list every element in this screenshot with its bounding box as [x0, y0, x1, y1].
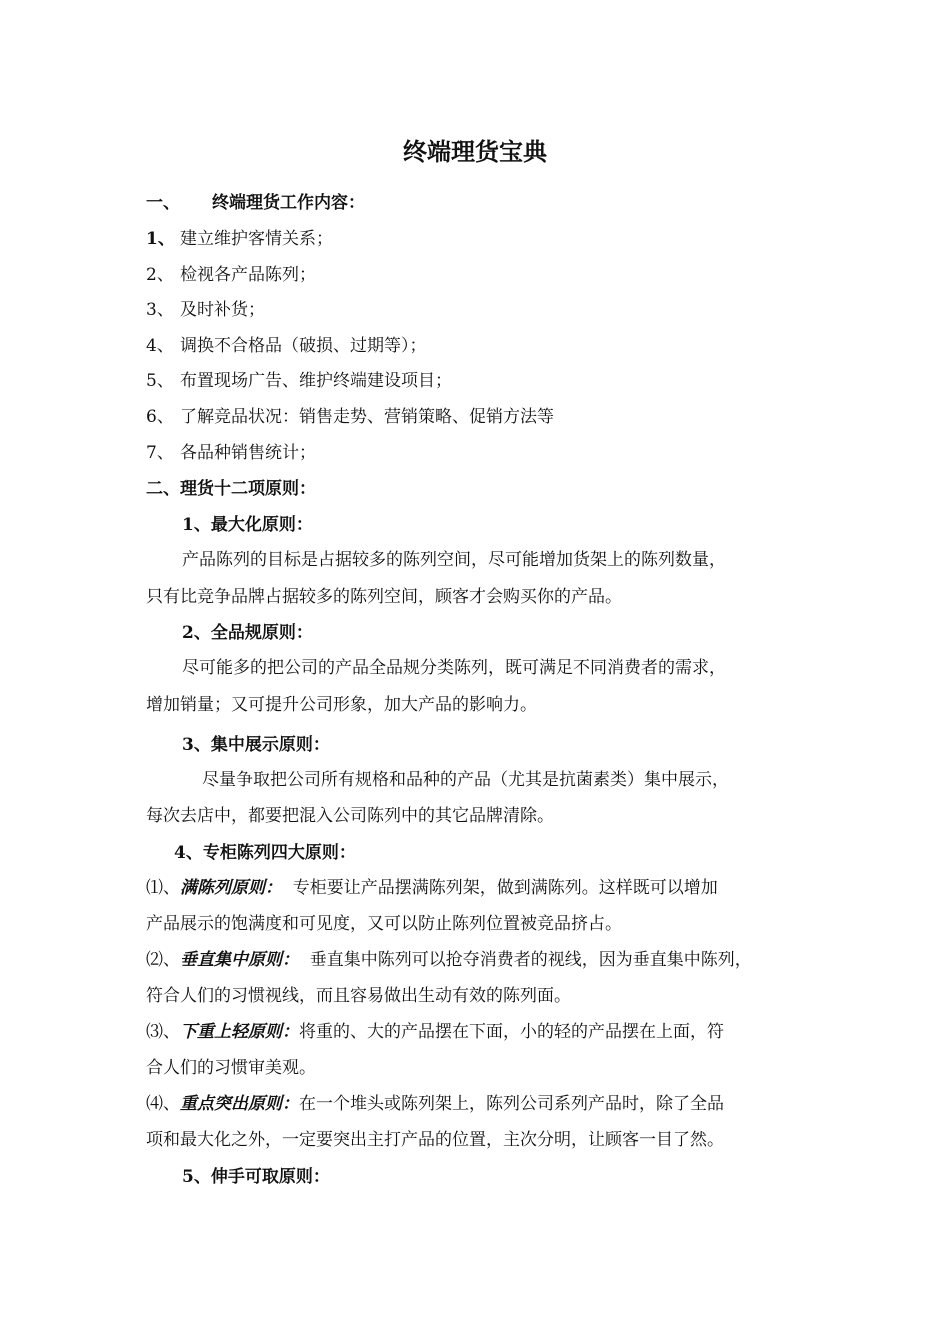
rule-text: 将重的、大的产品摆在下面，小的轻的产品摆在上面，符 [299, 1022, 724, 1042]
list-item-text: 各品种销售统计； [180, 443, 316, 463]
list-item-number: 5、 [146, 371, 174, 391]
list-item-number: 7、 [146, 443, 174, 463]
section2-heading: 二、理货十二项原则： [146, 479, 316, 499]
rule-text-continued: 产品展示的饱满度和可见度，又可以防止陈列位置被竞品挤占。 [146, 914, 622, 934]
list-item [146, 227, 826, 251]
list-item-text: 了解竞品状况：销售走势、营销策略、促销方法等 [180, 407, 554, 427]
list-item [146, 441, 826, 465]
principle3-heading: 3、集中展示原则： [182, 735, 330, 755]
principle1-heading: 1、最大化原则： [182, 515, 313, 535]
rule-text: 在一个堆头或陈列架上，陈列公司系列产品时，除了全品 [299, 1094, 724, 1114]
rule-text-continued: 合人们的习惯审美观。 [146, 1058, 316, 1078]
rule-item [146, 1020, 826, 1044]
list-item [146, 334, 826, 358]
document-title: 终端理货宝典 [403, 137, 547, 166]
list-item-number: 1、 [146, 229, 175, 249]
rule-item [146, 1092, 826, 1116]
list-item-text: 调换不合格品（破损、过期等）； [180, 336, 427, 356]
list-item-number: 3、 [146, 300, 174, 320]
rule-name: 满陈列原则： [180, 878, 282, 898]
list-item-number: 4、 [146, 336, 174, 356]
rule-text-continued: 符合人们的习惯视线，而且容易做出生动有效的陈列面。 [146, 986, 571, 1006]
principle2-text-line2: 增加销量；又可提升公司形象，加大产品的影响力。 [146, 695, 537, 715]
rule-text: 专柜要让产品摆满陈列架，做到满陈列。这样既可以增加 [282, 878, 718, 898]
list-item-text: 及时补货； [180, 300, 265, 320]
list-item-number: 6、 [146, 407, 174, 427]
rule-item [146, 876, 826, 900]
rule-number: ⑴、 [146, 878, 180, 898]
section1-heading-line [146, 191, 826, 215]
list-item [146, 369, 826, 393]
rule-item [146, 948, 826, 972]
rule-name: 重点突出原则： [180, 1094, 299, 1114]
rule-number: ⑶、 [146, 1022, 180, 1042]
principle5-heading: 5、伸手可取原则： [182, 1167, 330, 1187]
list-item-text: 布置现场广告、维护终端建设项目； [180, 371, 452, 391]
principle3-text-line1: 尽量争取把公司所有规格和品种的产品（尤其是抗菌素类）集中展示， [202, 770, 729, 790]
principle1-text-line1: 产品陈列的目标是占据较多的陈列空间，尽可能增加货架上的陈列数量， [182, 550, 726, 570]
rule-text-continued: 项和最大化之外，一定要突出主打产品的位置，主次分明，让顾客一目了然。 [146, 1130, 724, 1150]
list-item-text: 建立维护客情关系； [180, 229, 333, 249]
section1-heading: 终端理货工作内容： [212, 193, 365, 213]
rule-name: 下重上轻原则： [180, 1022, 299, 1042]
principle3-text-line2: 每次去店中，都要把混入公司陈列中的其它品牌清除。 [146, 806, 554, 826]
rule-number: ⑵、 [146, 950, 180, 970]
list-item-text: 检视各产品陈列； [180, 265, 316, 285]
principle2-heading: 2、全品规原则： [182, 623, 313, 643]
section1-number: 一、 [146, 193, 180, 213]
list-item [146, 263, 826, 287]
principle4-heading: 4、专柜陈列四大原则： [174, 843, 356, 863]
rule-name: 垂直集中原则： [180, 950, 299, 970]
principle1-text-line2: 只有比竞争品牌占据较多的陈列空间，顾客才会购买你的产品。 [146, 587, 622, 607]
rule-text: 垂直集中陈列可以抢夺消费者的视线，因为垂直集中陈列， [299, 950, 752, 970]
rule-number: ⑷、 [146, 1094, 180, 1114]
list-item [146, 298, 826, 322]
list-item-number: 2、 [146, 265, 174, 285]
principle2-text-line1: 尽可能多的把公司的产品全品规分类陈列，既可满足不同消费者的需求， [182, 658, 726, 678]
list-item [146, 405, 826, 429]
